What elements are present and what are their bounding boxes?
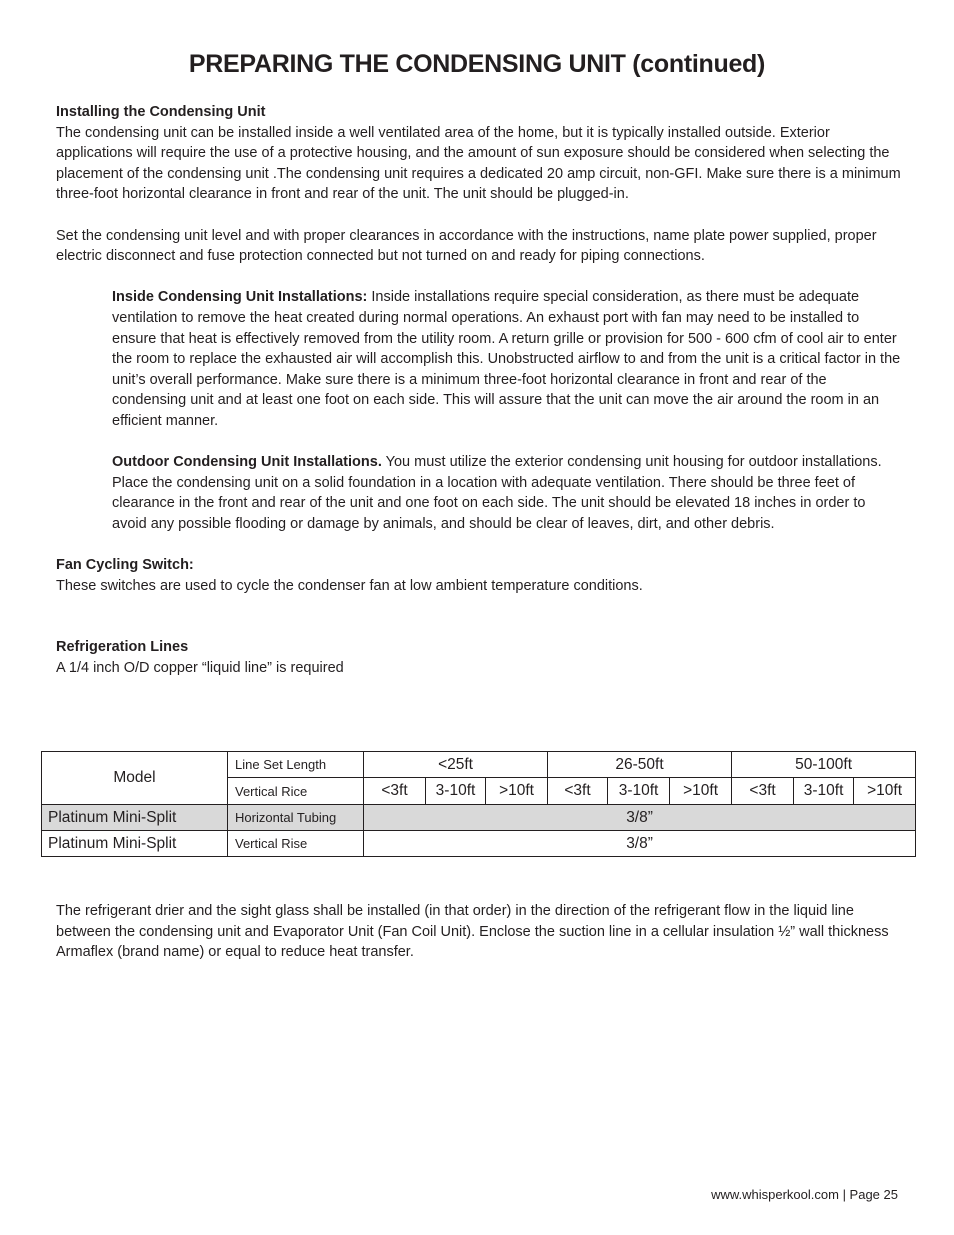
vertical-rice-header: Vertical Rice <box>228 778 364 805</box>
length-header-1: <25ft <box>364 752 548 778</box>
table-row <box>42 805 916 831</box>
installing-paragraph-1: The condensing unit can be installed inside a well ventilated area of the home, but it is typically installed outside. Exterior applications will require the use of a protective housing, and the amount of sun exposure should be considered when selecting the placement of the condensing unit .The condensing unit requires a dedicated 20 amp circuit, non-GFI. Make sure there is a minimum three-foot horizontal clearance in front and rear of the unit. The unit should be plugged-in. <box>56 124 901 203</box>
main-content <box>56 102 901 678</box>
row-value: 3/8” <box>364 805 916 831</box>
fan-cycling-heading: Fan Cycling Switch: <box>56 557 194 574</box>
table-row <box>42 831 916 857</box>
length-header-2: 26-50ft <box>548 752 732 778</box>
page-footer: www.whisperkool.com | Page 25 <box>711 1187 898 1202</box>
line-set-length-header: Line Set Length <box>228 752 364 778</box>
row-label: Vertical Rise <box>228 831 364 857</box>
installing-heading: Installing the Condensing Unit <box>56 104 266 120</box>
rise-header: <3ft <box>364 778 426 805</box>
rise-header: >10ft <box>854 778 916 805</box>
rise-header: >10ft <box>670 778 732 805</box>
rise-header: <3ft <box>732 778 794 805</box>
rise-header: <3ft <box>548 778 608 805</box>
closing-paragraph: The refrigerant drier and the sight glass shall be installed (in that order) in the direction of the refrigerant flow in the liquid line between the condensing unit and Evaporator Unit (Fan Coil Unit). Enclose the suction line in a cellular insulation ½” wall thickness Armaflex (brand name) or equal to reduce heat transfer. <box>56 903 889 961</box>
row-label: Horizontal Tubing <box>228 805 364 831</box>
row-value: 3/8” <box>364 831 916 857</box>
outdoor-installations-heading: Outdoor Condensing Unit Installations. <box>112 454 382 471</box>
outdoor-installations-paragraph <box>112 452 901 534</box>
model-header: Model <box>42 752 228 805</box>
rise-header: 3-10ft <box>794 778 854 805</box>
rise-header: >10ft <box>486 778 548 805</box>
refrigeration-text: A 1/4 inch O/D copper “liquid line” is required <box>56 659 344 676</box>
refrigeration-heading: Refrigeration Lines <box>56 639 189 656</box>
installing-paragraph-2: Set the condensing unit level and with proper clearances in accordance with the instructions, name plate power supplied, proper electric disconnect and fuse protection connected but not turned on and ready for piping connections. <box>56 227 877 265</box>
row-model: Platinum Mini-Split <box>42 805 228 831</box>
inside-installations-heading: Inside Condensing Unit Installations: <box>112 289 368 306</box>
refrigeration-lines-table <box>41 751 916 857</box>
row-model: Platinum Mini-Split <box>42 831 228 857</box>
inside-installations-paragraph <box>112 287 901 431</box>
length-header-3: 50-100ft <box>732 752 916 778</box>
page-title: PREPARING THE CONDENSING UNIT (continued) <box>188 50 766 78</box>
fan-cycling-text: These switches are used to cycle the condenser fan at low ambient temperature conditions. <box>56 577 643 594</box>
outdoor-installations-text: You must utilize the exterior condensing unit housing for outdoor installations. Place the condensing unit on a solid foundation in a location with adequate ventilation. There should be three feet of clearance in the front and rear of the unit and one foot on each side. The unit should be elevated 18 inches in order to avoid any possible flooding or damage by animals, and should be clear of leaves, dirt, and other debris. <box>112 454 882 532</box>
rise-header: 3-10ft <box>426 778 486 805</box>
inside-installations-text: Inside installations require special consideration, as there must be adequate ventilation to remove the heat created during normal operations. An exhaust port with fan may need to be installed to ensure that heat is effectively removed from the utility room. A return grille or provision for 500 - 600 cfm of cool air to enter the room to replace the exhausted air will accomplish this. Unobstructed airflow to and from the unit is a critical factor in the unit’s overall performance. Make sure there is a minimum three-foot horizontal clearance in front and rear of the condensing unit and at least one foot on each side. This will assure that the unit can move the air around the room in an efficient manner. <box>112 289 901 429</box>
rise-header: 3-10ft <box>608 778 670 805</box>
